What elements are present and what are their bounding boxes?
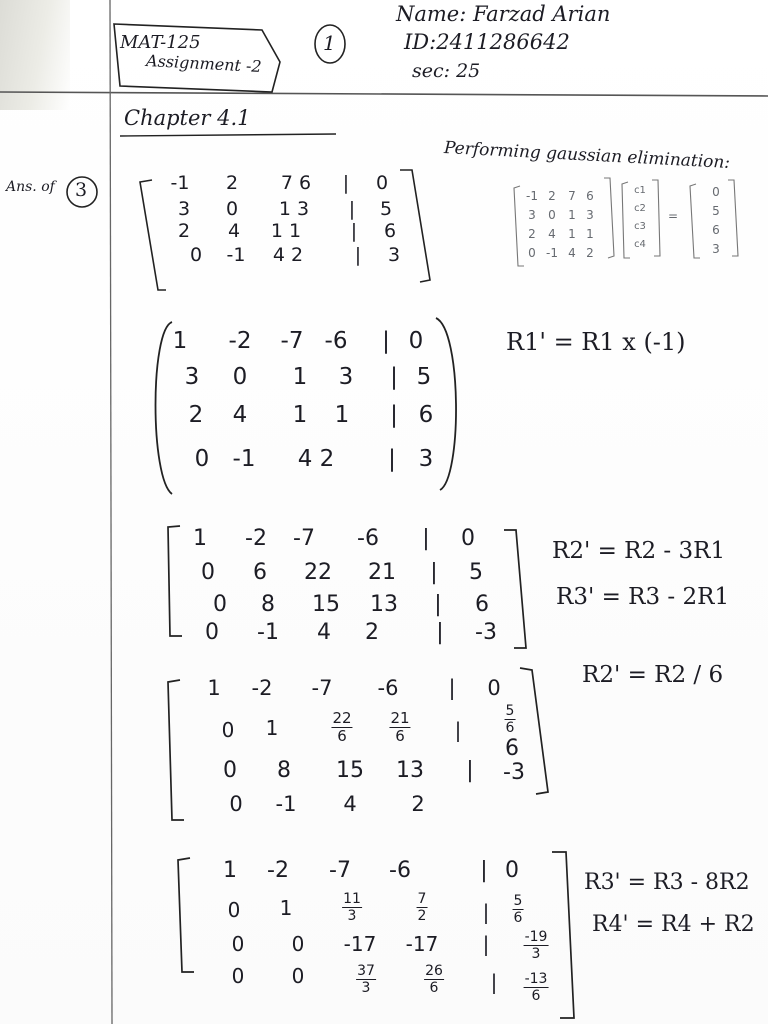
- fraction-26-6: $\frac{26}{6}$: [425, 963, 443, 996]
- system-equals: =: [668, 209, 679, 223]
- matrix-4-row-4: 0 -1 4 2: [229, 792, 425, 816]
- step-5-operation-2: R4' = R4 + R2: [592, 912, 755, 937]
- method-note: Performing gaussian elimination:: [443, 138, 731, 173]
- step-3-operation-1: R2' = R2 - 3R1: [552, 538, 726, 564]
- student-id: ID:2411286642: [404, 30, 570, 54]
- matrix-3-row-3: 0 8 15 13 | 6: [213, 592, 489, 617]
- step-5-operation-1: R3' = R3 - 8R2: [584, 870, 750, 895]
- system-constants: 0 5 6 3: [712, 185, 720, 256]
- chapter-heading: Chapter 4.1: [124, 106, 251, 130]
- matrix-3-row-4: 0 -1 4 2 | -3: [205, 620, 497, 645]
- matrix-5-row-2: 0 1 $\frac{11}{3}$ $\frac{7}{2}$ | $\frac{5}{6}$: [190, 886, 550, 932]
- fraction-37-3: $\frac{37}{3}$: [357, 963, 375, 996]
- system-coeff-row-4: 0 -1 4 2: [528, 246, 594, 260]
- step-2-operation: R1' = R1 x (-1): [506, 328, 686, 356]
- system-coeff-row-3: 2 4 1 1: [528, 227, 594, 241]
- fraction-11-3: $\frac{11}{3}$: [343, 891, 361, 924]
- fraction-22-6: $\frac{22}{6}$: [332, 709, 352, 745]
- step-3-operation-2: R3' = R3 - 2R1: [556, 584, 730, 610]
- fraction-7-2: $\frac{7}{2}$: [417, 891, 427, 924]
- matrix-1-row-4: 0 -1 4 2 | 3: [189, 244, 401, 266]
- fraction-neg-13-6: $\frac{-13}{6}$: [524, 971, 548, 1004]
- matrix-1-row-2: 3 0 1 3 | 5: [177, 198, 393, 220]
- matrix-2-row-4: 0 -1 4 2 | 3: [194, 446, 434, 472]
- course-code: MAT-125: [120, 32, 201, 53]
- matrix-2-row-3: 2 4 1 1 | 6: [188, 402, 434, 428]
- matrix-5-right-bracket: [552, 852, 574, 1018]
- page-number: 1: [323, 31, 336, 55]
- matrix-3-right-bracket: [504, 530, 526, 648]
- matrix-3-row-1: 1 -2 -7 -6 | 0: [193, 526, 475, 551]
- system-variables: c1 c2 c3 c4: [634, 185, 646, 250]
- answer-label: Ans. of: [6, 179, 55, 195]
- answer-number: 3: [75, 179, 88, 201]
- step-4-operation: R2' = R2 / 6: [582, 662, 724, 688]
- matrix-5-row-1: 1 -2 -7 -6 | 0: [223, 858, 519, 883]
- margin-line: [110, 0, 112, 1024]
- assignment-label: Assignment -2: [145, 50, 263, 77]
- matrix-4-row-2: 0 1 $\frac{22}{6}$ $\frac{21}{6}$ | $\frac{5}{6}$: [176, 706, 526, 754]
- header-rule: [0, 92, 768, 96]
- section: sec: 25: [412, 60, 481, 82]
- matrix-5-row-4: 0 0 $\frac{37}{3}$ $\frac{26}{6}$ | $\frac{-13}{6}$: [190, 958, 550, 1010]
- student-name: Name: Farzad Arian: [396, 2, 611, 26]
- fraction-5-6: $\frac{5}{6}$: [505, 703, 515, 736]
- fraction-21-6: $\frac{21}{6}$: [390, 709, 410, 745]
- fraction-5-6b: $\frac{5}{6}$: [513, 893, 523, 926]
- system-coeff-row-1: -1 2 7 6: [526, 189, 594, 203]
- matrix-1-row-3: 2 4 1 1 | 6: [177, 220, 397, 242]
- fraction-neg-19-3: $\frac{-19}{3}$: [524, 929, 548, 962]
- matrix-4-row-1: 1 -2 -7 -6 | 0: [207, 676, 501, 700]
- matrix-5-row-3: 0 0 -17 -17 | $\frac{-19}{3}$: [190, 934, 550, 978]
- matrix-2-row-2: 3 0 1 3 | 5: [184, 364, 432, 390]
- matrix-3-row-2: 0 6 22 21 | 5: [201, 560, 483, 585]
- matrix-1-row-1: -1 2 7 6 | 0: [170, 172, 389, 194]
- system-coeff-row-2: 3 0 1 3: [528, 208, 594, 222]
- matrix-2-row-1: 1 -2 -7 -6 | 0: [172, 328, 424, 354]
- chapter-underline: [120, 134, 336, 136]
- matrix-4-row-3: 0 8 15 13 | 6 -3: [223, 736, 525, 785]
